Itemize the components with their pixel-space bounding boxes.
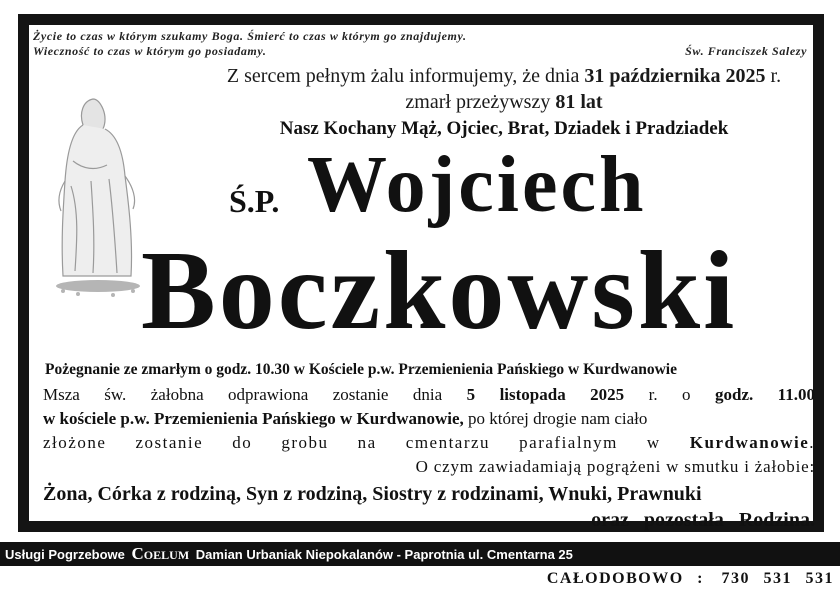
mass-date: 5 listopada 2025 <box>466 385 625 404</box>
age-prefix: zmarł przeżywszy <box>405 91 556 113</box>
mass-prefix: Msza św. żałobna odprawiona zostanie dnia <box>43 385 467 404</box>
service-address: Damian Urbaniak Niepokalanów - Paprotnia ul. Cmentarna 25 <box>195 547 573 562</box>
age: 81 lat <box>555 91 603 113</box>
quote-author: Św. Franciszek Salezy <box>685 44 807 58</box>
church-suffix: po której drogie nam ciało <box>463 409 648 428</box>
funeral-service-footer <box>0 542 840 566</box>
mass-time: godz. 11.00 <box>714 385 815 404</box>
burial-line <box>43 433 815 453</box>
death-date: 31 października 2025 <box>584 65 766 87</box>
quote-line-1: Życie to czas w którym szukamy Boga. Śmierć to czas w którym go znajdujemy. <box>33 29 467 43</box>
service-prefix: Usługi Pogrzebowe <box>5 547 125 562</box>
burial-suffix: . <box>809 433 815 452</box>
sp-prefix: Ś.P. <box>229 183 280 219</box>
quote-text <box>33 29 467 59</box>
phone-line <box>547 570 834 588</box>
mourners-line-2: oraz pozostała Rodzina. <box>591 509 815 531</box>
church-name: w kościele p.w. Przemienienia Pańskiego w Kurdwanowie, <box>43 409 464 428</box>
notify-text: O czym zawiadamiają pogrążeni w smutku i żałobie: <box>415 457 815 476</box>
mourners-line-1: Żona, Córka z rodziną, Syn z rodziną, Siostry z rodzinami, Wnuki, Prawnuki <box>43 483 702 505</box>
mass-mid: r. o <box>624 385 715 404</box>
burial-place: Kurdwanowie <box>689 433 810 452</box>
intro-line-1 <box>179 65 829 88</box>
family-title: Nasz Kochany Mąż, Ojciec, Brat, Dziadek i Pradziadek <box>279 118 729 139</box>
phone-number[interactable]: 730 531 531 <box>721 570 834 587</box>
mass-line-1 <box>43 385 815 405</box>
burial-prefix: złożone zostanie do grobu na cmentarzu parafialnym w <box>43 433 690 452</box>
last-name: Boczkowski <box>141 229 738 353</box>
phone-label: CAŁODOBOWO : <box>546 570 704 587</box>
farewell-text: Pożegnanie ze zmarłym o godz. 10.30 w Kościele p.w. Przemienienia Pańskiego w Kurdwanowie <box>45 361 677 378</box>
quote-line-2: Wieczność to czas w którym go posiadamy. <box>33 44 267 58</box>
intro-suffix: r. <box>765 65 782 87</box>
intro-line-2 <box>179 91 829 114</box>
first-name: Wojciech <box>307 141 647 229</box>
obituary-frame <box>18 14 824 532</box>
mass-line-2 <box>43 409 815 429</box>
intro-text: Z sercem pełnym żalu informujemy, że dnia <box>226 65 585 87</box>
madonna-figure-icon <box>43 91 153 301</box>
brand-name: Coelum <box>131 544 190 563</box>
